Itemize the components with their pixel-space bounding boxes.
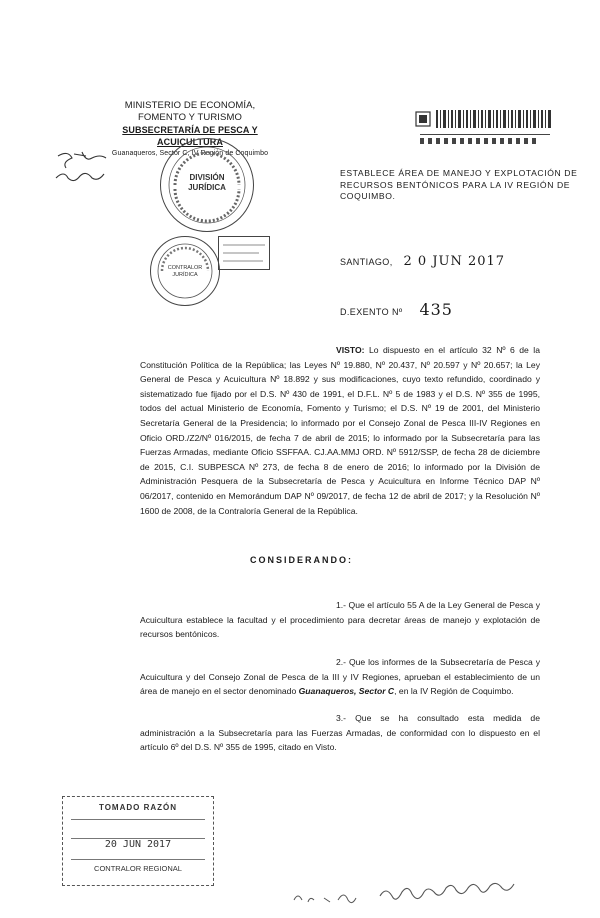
date-line (340, 254, 505, 269)
place-label: SANTIAGO, (340, 257, 393, 267)
stamp-division-line2: JURÍDICA (188, 183, 226, 192)
stamp-bottom-line2: 20 JUN 2017 (104, 839, 172, 850)
considerando-2-text: 2.- Que los informes de la Subsecretaría de Pesca y Acuicultura y del Consejo Zonal de Pesca de la III y IV Regiones, aprueban el establecimiento de un área de manejo en el sector denominado (140, 657, 540, 697)
considerando-3-text: 3.- Que se ha consultado esta medida de administración a la Subsecretaría para las Fuerzas Armadas, de conformidad con lo dispuesto en el artículo 6º del D.S. Nº 355 de 1995, citado en Visto. (140, 713, 540, 753)
considerando-1-text: 1.- Que el artículo 55 A de la Ley General de Pesca y Acuicultura establece la facultad y el procedimiento para decretar áreas de manejo y explotación de recursos bentónicos. (140, 600, 540, 640)
considerando-2-text-end: , en la IV Región de Coquimbo. (394, 686, 514, 697)
handwritten-signature (290, 878, 560, 912)
decreto-number: 435 (419, 300, 453, 319)
decreto-label: D.EXENTO Nº (340, 307, 403, 317)
sector-subtitle: Guanaqueros, Sector C, IV Región de Coquimbo (111, 150, 269, 157)
visto-text: Lo dispuesto en el artículo 32 Nº 6 de la Constitución Política de la República; las Leyes Nº 19.880, Nº 20.437, Nº 20.597 y Nº 20.657; la Ley General de Pesca y Acuicultura Nº 18.892 y sus modificaciones, cuyo texto refundido, coordinado y sistematizado fue fijado por el D.S. Nº 430 de 1991, el D.F.L. Nº 5 de 1983 y el D.S. Nº 355 de 1995, todos del actual Ministerio de Economía, Fomento y Turismo; el D.S. Nº 19 de 2001, del Ministerio Secretaría General de la Presidencia; lo informado por el Consejo Zonal de Pesca III-IV Regiones en Oficio ORD./Z2/Nº 016/2015, de fecha 7 de abril de 2015; lo informado por la Subsecretaría para las Fuerzas Armadas, mediante Oficio SSFFAA. CJ.AA.MMJ ORD. Nº 5912/SSP, de fecha 28 de diciembre de 2015, C.I. SUBPESCA Nº 273, de fecha 8 de enero de 2016; lo informado por la División de Administración Pesquera de la Subsecretaría de Pesca y Acuicultura en Informe Técnico DAP Nº 06/2017, contenido en Memorándum DAP Nº 09/2017, de fecha 12 de abril de 2017; y la Resolución Nº 1600 de 2008, de la Contraloría General de la República. (140, 345, 540, 516)
considerando-1 (140, 598, 540, 642)
stamp-bottom-line3: CONTRALOR REGIONAL (94, 864, 182, 873)
subsecretaria-name: SUBSECRETARÍA DE PESCA Y ACUICULTURA (122, 125, 258, 147)
stamp-bottom-line1: TOMADO RAZÓN (98, 803, 178, 812)
considerando-heading: CONSIDERANDO: (250, 555, 354, 565)
visto-paragraph (140, 343, 540, 518)
ministry-name: MINISTERIO DE ECONOMÍA, (124, 100, 256, 111)
contralor-stamp (150, 236, 220, 306)
ministry-name-cont: FOMENTO Y TURISMO (138, 112, 242, 123)
decreto-line (340, 300, 453, 319)
division-juridica-stamp (160, 138, 254, 232)
barcode-seal (410, 104, 560, 150)
reception-stamp (62, 796, 214, 886)
document-title: ESTABLECE ÁREA DE MANEJO Y EXPLOTACIÓN DE RECURSOS BENTÓNICOS PARA LA IV REGIÓN DE COQUIMBO. (340, 168, 578, 201)
stamp-small-line1: CONTRALOR (167, 265, 203, 271)
handwritten-initials (52, 148, 122, 188)
handwritten-date: 2 0 JUN 2017 (403, 254, 506, 269)
considerando-2 (140, 655, 540, 699)
stamp-small-line2: JURÍDICA (172, 272, 198, 278)
visto-label: VISTO: (336, 345, 365, 355)
stamp-division-line1: DIVISIÓN (189, 173, 225, 182)
stamp-small-box (218, 236, 270, 270)
sector-name: Guanaqueros, Sector C (298, 686, 395, 697)
considerando-3 (140, 711, 540, 755)
